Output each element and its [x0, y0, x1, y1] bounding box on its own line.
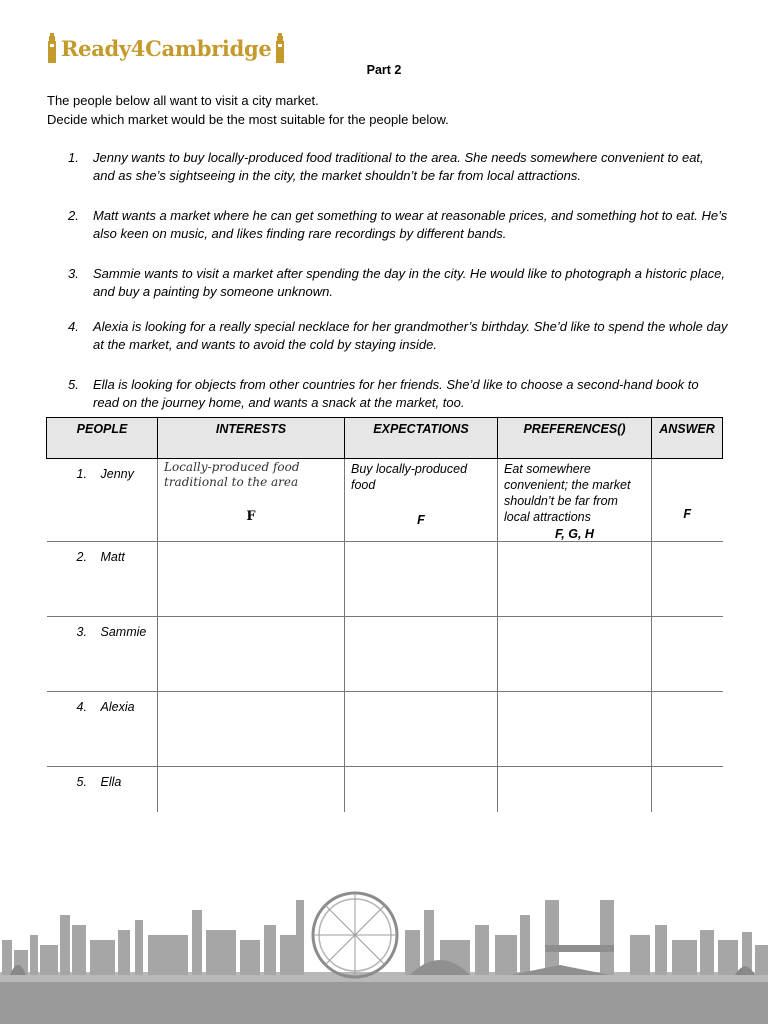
question-number: 5. — [68, 377, 79, 392]
expectations-cell[interactable] — [345, 459, 498, 542]
answer-table — [46, 417, 723, 812]
question-number: 3. — [68, 266, 79, 281]
tower-icon — [45, 33, 59, 63]
answer-cell[interactable] — [652, 617, 723, 692]
logo-text: Ready4Cambridge — [61, 35, 272, 61]
header-expectations: EXPECTATIONS — [345, 418, 498, 459]
answer-cell[interactable] — [652, 692, 723, 767]
question-item — [68, 376, 728, 412]
question-list — [68, 149, 728, 434]
table-row — [47, 617, 723, 692]
question-number: 2. — [68, 208, 79, 223]
person-name: Alexia — [100, 700, 135, 714]
person-number: 2. — [76, 550, 87, 564]
question-item — [68, 207, 728, 243]
brand-logo — [45, 33, 287, 63]
table-row — [47, 692, 723, 767]
question-number: 4. — [68, 319, 79, 334]
preferences-cell[interactable] — [498, 767, 652, 812]
person-name: Matt — [100, 550, 125, 564]
header-preferences: PREFERENCES() — [498, 418, 652, 459]
preferences-cell[interactable] — [498, 617, 652, 692]
person-cell — [47, 767, 158, 812]
part-title: Part 2 — [366, 63, 402, 77]
intro-line: The people below all want to visit a city market. — [47, 93, 319, 108]
expectations-text: Buy locally-produced food — [351, 462, 468, 492]
person-number: 1. — [76, 467, 87, 481]
question-text: Alexia is looking for a really special necklace for her grandmother’s birthday. She’d like to spend the whole day at the market, and wants to avoid the cold by staying inside. — [93, 319, 728, 352]
answer-cell[interactable] — [652, 767, 723, 812]
interests-cell[interactable] — [158, 617, 345, 692]
person-name: Sammie — [100, 625, 147, 639]
expectations-cell[interactable] — [345, 617, 498, 692]
interests-cell[interactable] — [158, 692, 345, 767]
answer-cell[interactable] — [652, 542, 723, 617]
expectations-cell[interactable] — [345, 542, 498, 617]
table-header-row — [47, 418, 723, 459]
person-number: 3. — [76, 625, 87, 639]
interests-cell[interactable] — [158, 542, 345, 617]
question-text: Matt wants a market where he can get something to wear at reasonable prices, and something hot to eat. He’s also keen on music, and likes finding rare recordings by different bands. — [93, 208, 728, 241]
expectations-cell[interactable] — [345, 767, 498, 812]
expectations-letter: F — [417, 513, 425, 527]
tower-icon — [273, 33, 287, 63]
person-number: 4. — [76, 700, 87, 714]
answer-cell[interactable] — [652, 459, 723, 542]
preferences-cell[interactable] — [498, 692, 652, 767]
answer-value: F — [683, 507, 692, 521]
person-cell — [47, 692, 158, 767]
preferences-text: Eat somewhere convenient; the market shouldn’t be far from local attractions — [504, 462, 631, 524]
preferences-cell[interactable] — [498, 542, 652, 617]
header-people: PEOPLE — [47, 418, 158, 459]
london-skyline-illustration — [0, 840, 768, 1024]
expectations-cell[interactable] — [345, 692, 498, 767]
intro — [47, 91, 449, 129]
person-name: Jenny — [100, 467, 134, 481]
person-cell — [47, 542, 158, 617]
question-item — [68, 265, 728, 301]
person-number: 5. — [76, 775, 87, 789]
header-answer: ANSWER — [652, 418, 723, 459]
header-interests: INTERESTS — [158, 418, 345, 459]
table-row — [47, 767, 723, 812]
interests-text: Locally-produced food traditional to the area — [164, 460, 300, 489]
table-row — [47, 542, 723, 617]
question-text: Ella is looking for objects from other countries for her friends. She’d like to choose a second-hand book to read on the journey home, and wants a snack at the market, too. — [93, 377, 699, 410]
question-item — [68, 318, 728, 354]
table-row — [47, 459, 723, 542]
preferences-cell[interactable] — [498, 459, 652, 542]
question-text: Sammie wants to visit a market after spending the day in the city. He would like to photograph a historic place, and buy a painting by someone unknown. — [93, 266, 726, 299]
person-cell — [47, 617, 158, 692]
question-text: Jenny wants to buy locally-produced food traditional to the area. She needs somewhere convenient to eat, and as she’s sightseeing in the city, the market shouldn’t be far from local attractions. — [93, 150, 704, 183]
interests-cell[interactable] — [158, 459, 345, 542]
interests-cell[interactable] — [158, 767, 345, 812]
intro-line: Decide which market would be the most suitable for the people below. — [47, 112, 449, 127]
preferences-letters: F, G, H — [555, 527, 594, 541]
interests-letter: F — [246, 509, 256, 524]
person-name: Ella — [100, 775, 122, 789]
question-item — [68, 149, 728, 185]
question-number: 1. — [68, 150, 79, 165]
person-cell — [47, 459, 158, 542]
